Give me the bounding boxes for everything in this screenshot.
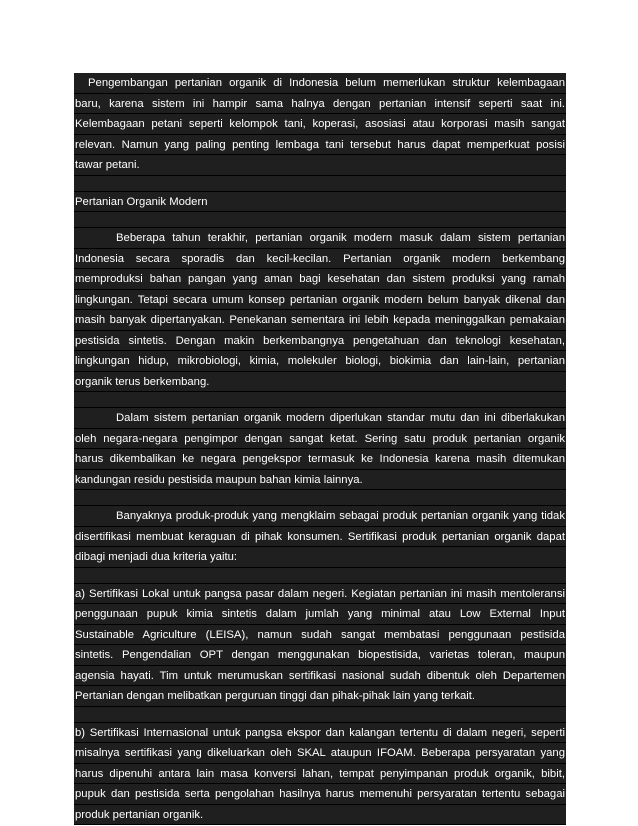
text-line: sintetis. Pengendalian OPT dengan menggunakan biopestisida, varietas toleran, maupun — [74, 645, 566, 666]
text-line: b) Sertifikasi Internasional untuk pangsa ekspor dan kalangan tertentu di dalam negeri, seperti — [74, 723, 566, 744]
text-line: Pertanian dengan melibatkan perguruan tinggi dan pihak-pihak lain yang terkait. — [74, 686, 566, 707]
text-line: organik terus berkembang. — [74, 372, 566, 393]
text-line: Pengembangan pertanian organik di Indonesia belum memerlukan struktur kelembagaan — [74, 73, 566, 94]
paragraph — [74, 723, 566, 826]
paragraph-gap — [74, 707, 566, 723]
text-line: Beberapa tahun terakhir, pertanian organik modern masuk dalam sistem pertanian — [74, 228, 566, 249]
paragraph — [74, 228, 566, 392]
text-line: agensia hayati. Tim untuk merumuskan sertifikasi nasional sudah dibentuk oleh Departemen — [74, 666, 566, 687]
text-line: produk pertanian organik. — [74, 805, 566, 826]
text-line: oleh negara-negara pengimpor dengan sangat ketat. Sering satu produk pertanian organik — [74, 429, 566, 450]
text-line: lingkungan hidup, mikrobiologi, kimia, molekuler biologi, biokimia dan lain-lain, pertanian — [74, 351, 566, 372]
text-line: Banyaknya produk-produk yang mengklaim sebagai produk pertanian organik yang tidak — [74, 506, 566, 527]
paragraph-gap — [74, 212, 566, 228]
text-line: harus dikembalikan ke negara pengekspor termasuk ke Indonesia karena masih ditemukan — [74, 449, 566, 470]
paragraph-gap — [74, 176, 566, 192]
text-line: Kelembagaan petani seperti kelompok tani, koperasi, asosiasi atau korporasi masih sangat — [74, 114, 566, 135]
text-line: Dalam sistem pertanian organik modern diperlukan standar mutu dan ini diberlakukan — [74, 408, 566, 429]
text-line: relevan. Namun yang paling penting lembaga tani tersebut harus dapat memperkuat posisi — [74, 135, 566, 156]
text-line: baru, karena sistem ini hampir sama halnya dengan pertanian intensif seperti saat ini. — [74, 94, 566, 115]
paragraph — [74, 192, 566, 213]
text-line: pestisida sintetis. Dengan makin berkembangnya pengetahuan dan teknologi kesehatan, — [74, 331, 566, 352]
text-line: kandungan residu pestisida maupun bahan kimia lainnya. — [74, 470, 566, 491]
text-line: lingkungan. Tetapi secara umum konsep pertanian organik modern belum banyak dikenal dan — [74, 290, 566, 311]
text-line: masih banyak dipertanyakan. Penekanan sementara ini lebih kepada meninggalkan pemakaian — [74, 310, 566, 331]
text-line: penggunaan pupuk kimia sintetis dalam jumlah yang minimal atau Low External Input — [74, 604, 566, 625]
paragraph-gap — [74, 392, 566, 408]
paragraph — [74, 408, 566, 490]
text-line: misalnya sertifikasi yang dikeluarkan oleh SKAL ataupun IFOAM. Beberapa persyaratan yang — [74, 743, 566, 764]
text-line: Pertanian Organik Modern — [74, 192, 566, 213]
text-line: memproduksi bahan pangan yang aman bagi kesehatan dan sistem produksi yang ramah — [74, 269, 566, 290]
paragraph-gap — [74, 490, 566, 506]
text-line: Indonesia secara sporadis dan kecil-kecilan. Pertanian organik modern berkembang — [74, 249, 566, 270]
paragraph — [74, 506, 566, 568]
text-line: Sustainable Agriculture (LEISA), namun sudah sangat membatasi penggunaan pestisida — [74, 625, 566, 646]
text-line: a) Sertifikasi Lokal untuk pangsa pasar dalam negeri. Kegiatan pertanian ini masih mentoleransi — [74, 584, 566, 605]
text-line: harus dipenuhi antara lain masa konversi lahan, tempat penyimpanan produk organik, bibit, — [74, 764, 566, 785]
text-line: tawar petani. — [74, 155, 566, 176]
paragraph-gap — [74, 568, 566, 584]
paragraph — [74, 73, 566, 176]
text-line: dibagi menjadi dua kriteria yaitu: — [74, 547, 566, 568]
paragraph — [74, 584, 566, 707]
document-body — [74, 73, 566, 825]
text-line: disertifikasi membuat keraguan di pihak konsumen. Sertifikasi produk pertanian organik dapat — [74, 527, 566, 548]
text-line: pupuk dan pestisida serta pengolahan hasilnya harus memenuhi persyaratan tertentu sebagai — [74, 784, 566, 805]
